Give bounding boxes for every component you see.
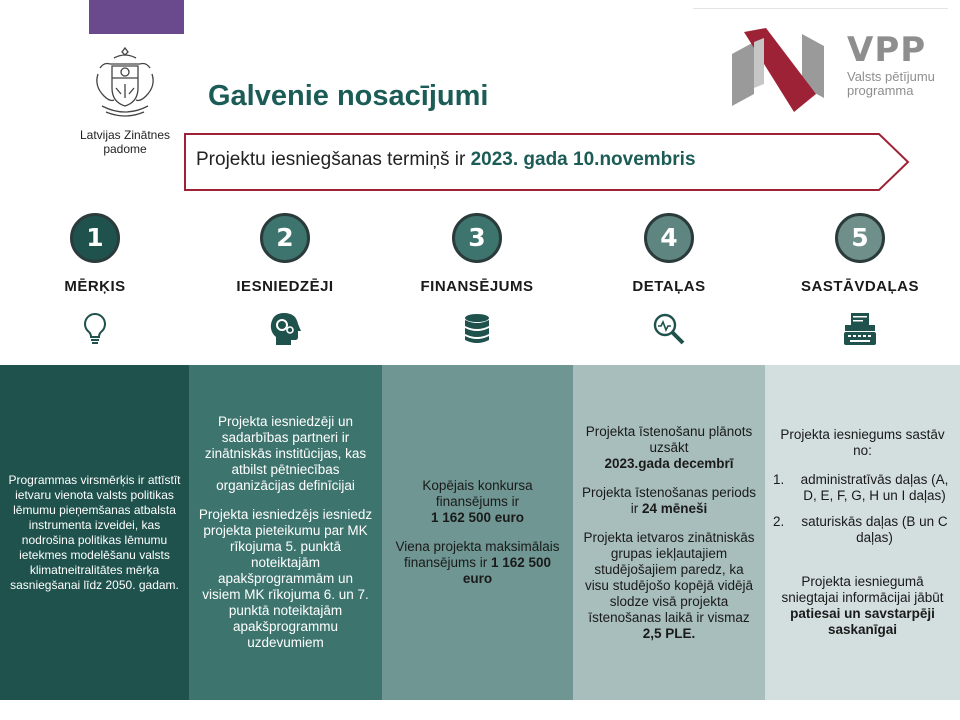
components-list bbox=[773, 472, 952, 556]
step-2 bbox=[190, 213, 380, 347]
deadline-date: 2023. gada 10.novembris bbox=[470, 149, 696, 170]
vpp-emblem-icon bbox=[716, 24, 840, 116]
step-title-components: SASTĀVDAĻAS bbox=[800, 278, 919, 295]
vpp-abbreviation: VPP bbox=[847, 30, 927, 70]
magnifier-pulse-icon bbox=[651, 311, 687, 347]
student-load bbox=[581, 530, 757, 642]
list-item bbox=[773, 472, 952, 504]
deadline-banner bbox=[184, 133, 910, 191]
step-title-applicants: IESNIEDZĒJI bbox=[236, 278, 334, 295]
list-item-number: 1. bbox=[773, 472, 785, 487]
database-icon bbox=[459, 311, 495, 347]
total-funding-value: 1 162 500 euro bbox=[430, 510, 525, 525]
step-number-5: 5 bbox=[835, 213, 885, 263]
step-title-goal: MĒRĶIS bbox=[64, 278, 126, 295]
start-date-label: Projekta īstenošanu plānots uzsākt bbox=[585, 423, 753, 455]
column-components bbox=[765, 365, 960, 700]
step-4 bbox=[574, 213, 764, 347]
goal-text: Programmas virsmērķis ir attīstīt ietvaru vienota valsts politikas lēmumu pieņemšanas atbalsta instrumenta izveidei, kas nodrošina politikas lēmumu ietekmes modelēšanu valsts klimatneitralitātes mērķa sasniegšanai līdz 2050. gadam. bbox=[8, 472, 181, 592]
lzp-logo bbox=[70, 44, 180, 156]
step-3 bbox=[382, 213, 572, 347]
page-title: Galvenie nosacījumi bbox=[208, 80, 489, 112]
column-applicants bbox=[189, 365, 382, 700]
org-name-line1: Latvijas Zinātnes bbox=[79, 128, 171, 142]
step-title-funding: FINANSĒJUMS bbox=[420, 278, 534, 295]
column-details bbox=[573, 365, 765, 700]
list-item-text: saturiskās daļas (B un C daļas) bbox=[801, 514, 948, 545]
vpp-subtitle-line2: programma bbox=[847, 83, 914, 98]
duration-label: Projekta īstenošanas periods ir bbox=[581, 484, 757, 516]
top-divider bbox=[693, 8, 948, 9]
step-number-4: 4 bbox=[644, 213, 694, 263]
step-number-3: 3 bbox=[452, 213, 502, 263]
column-goal bbox=[0, 365, 189, 700]
coat-of-arms-icon bbox=[90, 44, 160, 122]
components-note bbox=[773, 574, 952, 638]
duration bbox=[581, 485, 757, 517]
list-item-number: 2. bbox=[773, 514, 785, 529]
start-date bbox=[581, 424, 757, 472]
student-load-label: Projekta ietvaros zinātniskās grupas iekļautajiem studējošajiem paredz, ka visu studējošo kopējā vidējā slodze visā projekta īstenošanas laikā ir vismaz bbox=[583, 529, 755, 625]
top-accent-bar bbox=[89, 0, 184, 34]
vpp-logo bbox=[716, 24, 946, 116]
vpp-subtitle bbox=[847, 70, 935, 98]
deadline-text bbox=[196, 149, 696, 171]
student-load-value: 2,5 PLE. bbox=[642, 625, 696, 641]
step-number-2: 2 bbox=[260, 213, 310, 263]
components-note-label: Projekta iesniegumā sniegtajai informācijai jābūt bbox=[781, 574, 944, 605]
step-5 bbox=[765, 213, 955, 347]
start-date-value: 2023.gada decembrī bbox=[604, 455, 734, 471]
components-intro: Projekta iesniegums sastāv no: bbox=[780, 427, 945, 458]
duration-value: 24 mēneši bbox=[641, 500, 708, 516]
total-funding bbox=[390, 478, 565, 526]
deadline-label: Projektu iesniegšanas termiņš ir bbox=[196, 149, 471, 170]
total-funding-label: Kopējais konkursa finansējums ir bbox=[422, 478, 533, 509]
max-funding-label: Viena projekta maksimālais finansējums ir bbox=[395, 539, 560, 570]
applicants-text-2: Projekta iesniedzējs iesniedz projekta pieteikumu par MK rīkojuma 5. punktā noteiktajām apakšprogrammām un visiem MK rīkojuma 6. un 7. punktā noteiktajām apakšprogrammu uzdevumiem bbox=[198, 507, 373, 650]
step-number-1: 1 bbox=[70, 213, 120, 263]
list-item bbox=[773, 514, 952, 546]
head-gears-icon bbox=[267, 311, 303, 347]
components-note-emphasis: patiesai un savstarpēji saskanīgai bbox=[790, 606, 935, 637]
step-1 bbox=[0, 213, 190, 347]
applicants-text-1: Projekta iesniedzēji un sadarbības partneri ir zinātniskās institūcijas, kas atbilst pētniecības organizācijas definīcijai bbox=[204, 414, 367, 493]
org-name-line2: padome bbox=[103, 142, 147, 156]
lightbulb-icon bbox=[77, 311, 113, 347]
max-funding-value: 1 162 500 euro bbox=[462, 555, 552, 586]
step-title-details: DETAĻAS bbox=[632, 278, 706, 295]
typewriter-icon bbox=[842, 311, 878, 347]
max-funding bbox=[390, 539, 565, 587]
vpp-subtitle-line1: Valsts pētījumu bbox=[847, 69, 935, 84]
column-funding bbox=[382, 365, 573, 700]
list-item-text: administratīvās daļas (A, D, E, F, G, H un I daļas) bbox=[800, 472, 949, 503]
